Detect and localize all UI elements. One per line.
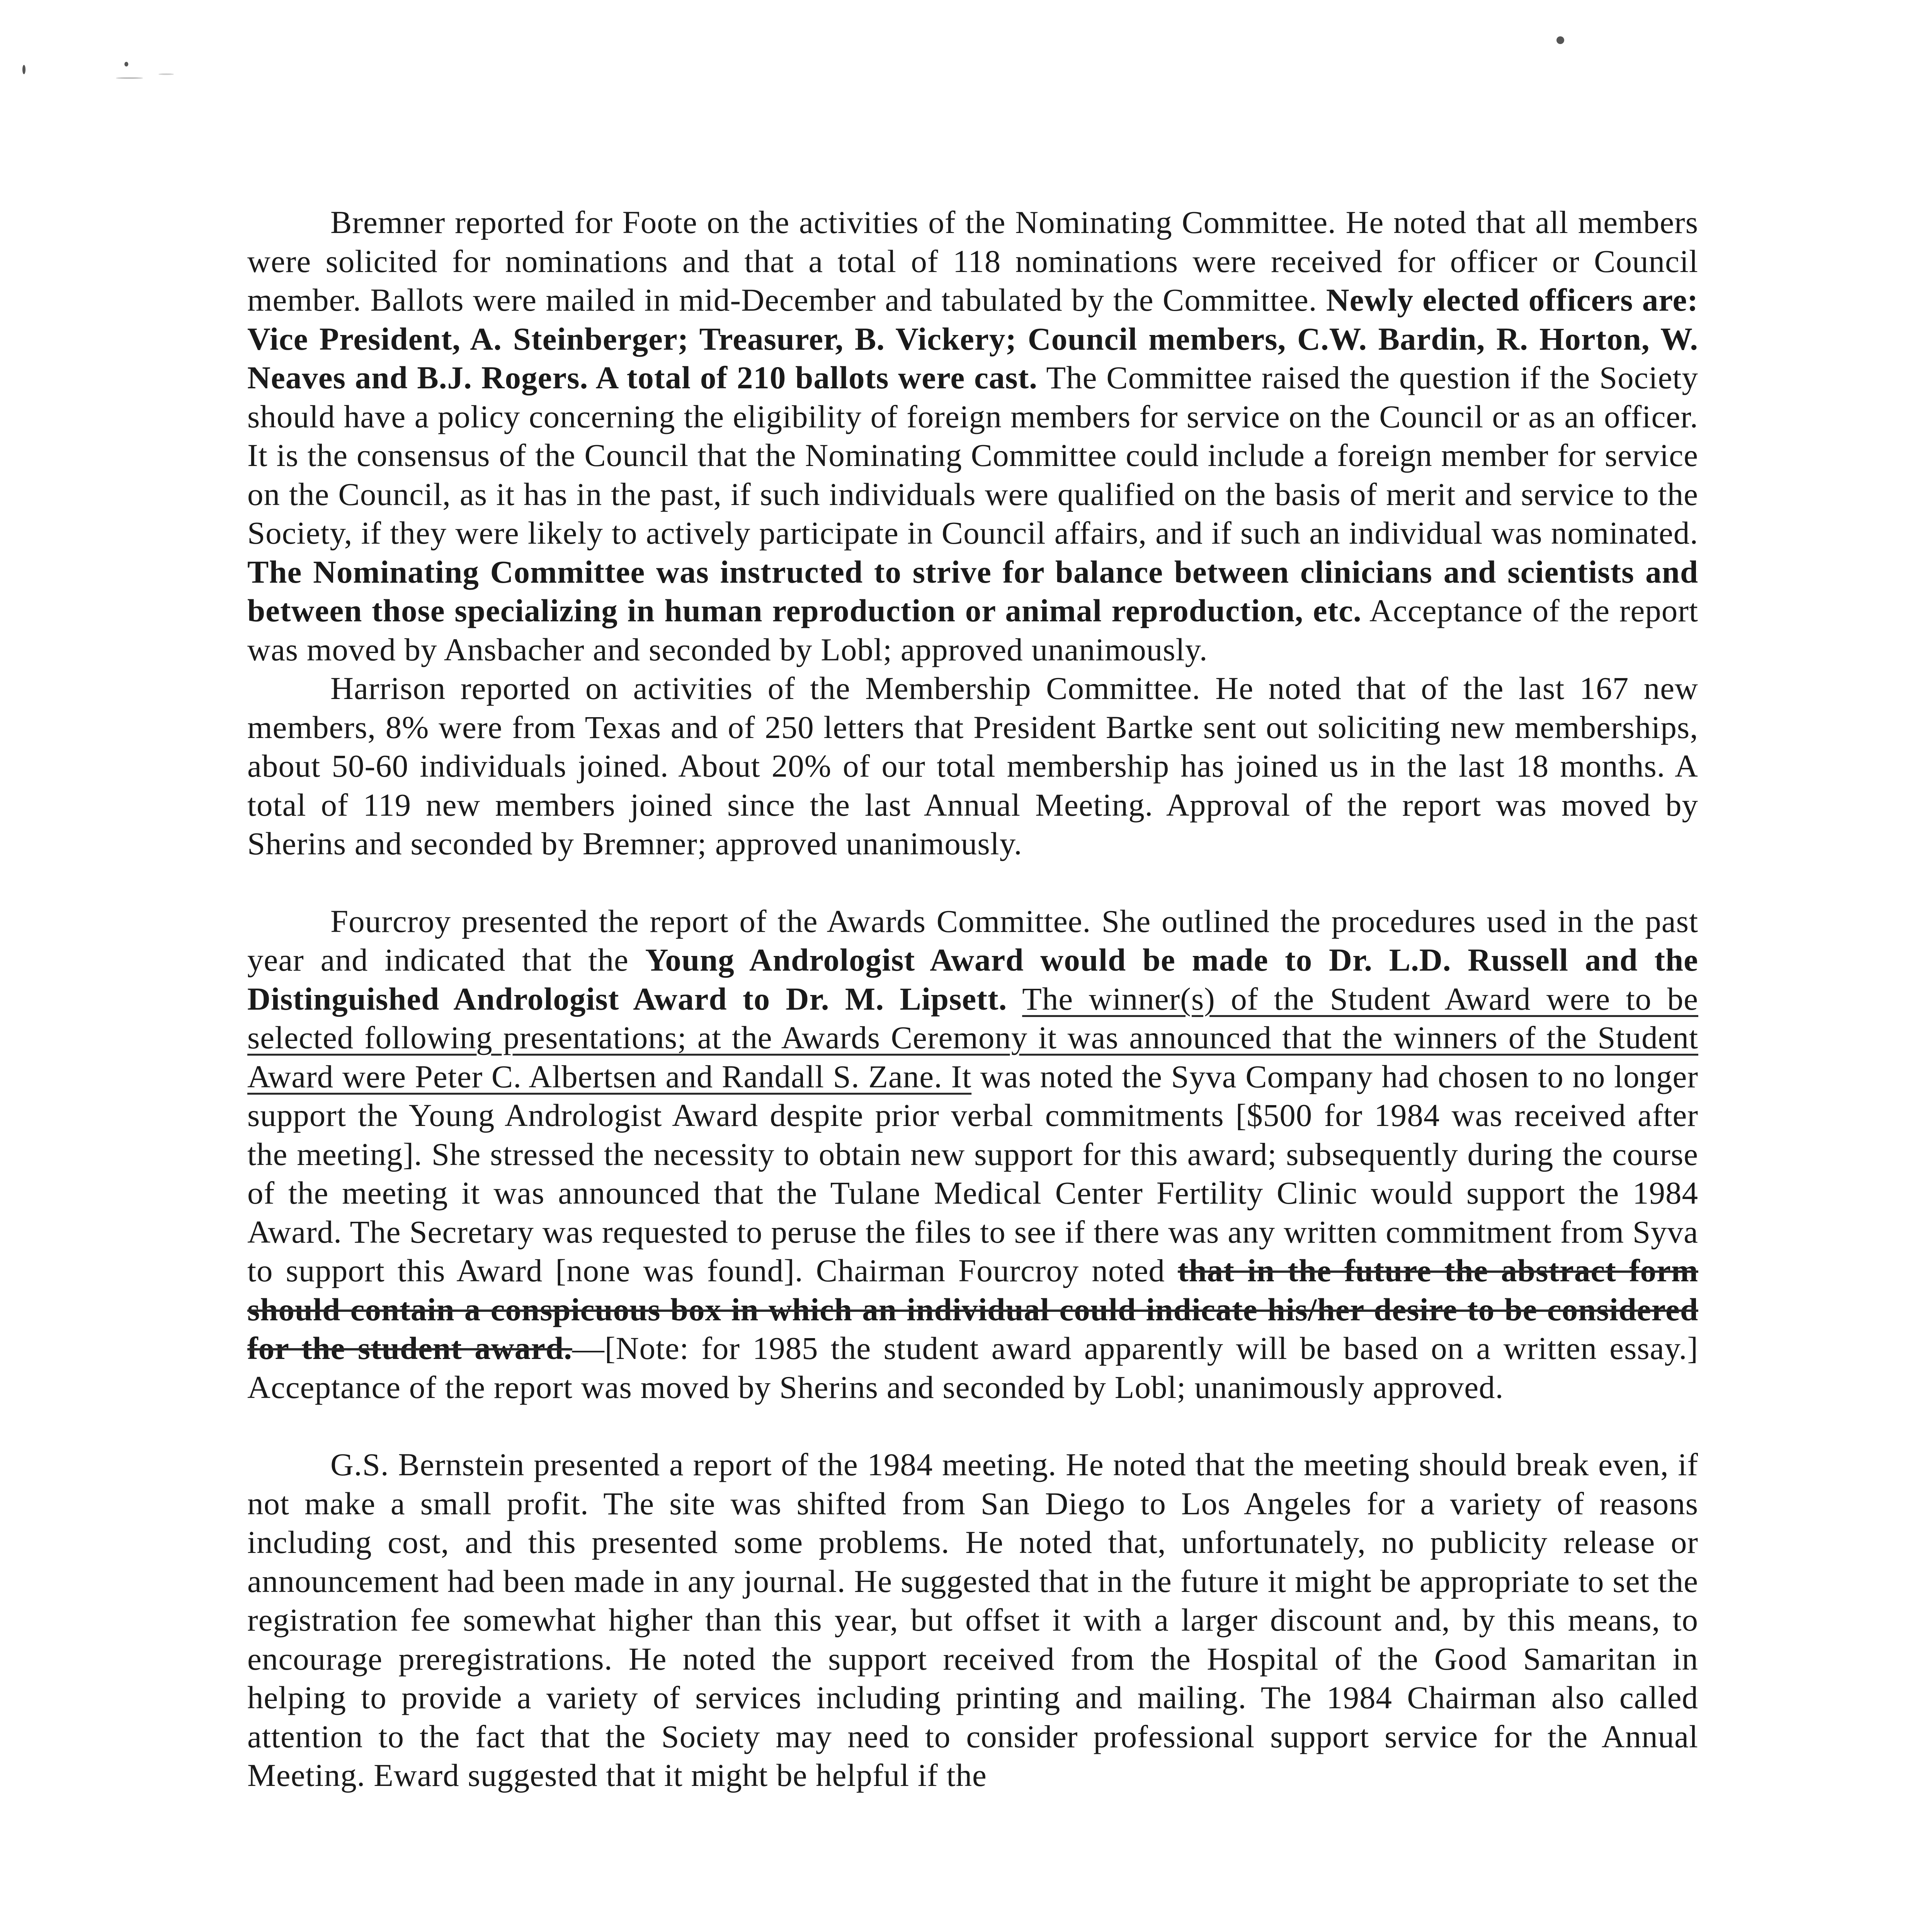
nominating-instruction: The Nominating Committee was instructed to strive for balance between clinicians and scientists and between those specializing in human reproduction or animal reproduction, etc. [247, 554, 1698, 628]
awards-student-winners: The winner(s) of the Student Award were to be selected following presentations; at the Awards Ceremony it was announced that the winners of the Student Award were Peter C. Albertsen and Randall S. Zane. It [247, 981, 1698, 1094]
awards-middle: was noted the Syva Company had chosen to no longer support the Young Andrologist Award despite prior verbal commitments [$500 for 1984 was received after the meeting]. She stressed the necessity to obtain new support for this award; subsequently during the course of the meeting it was announced that the Tulane Medical Center Fertility Clinic would support the 1984 Award. The Secretary was requested to peruse the files to see if there was any written commitment from Syva to support this Award [none was found]. Chairman Fourcroy noted [247, 1058, 1699, 1288]
scan-speck [22, 65, 26, 74]
awards-note: —[Note: for 1985 the student award apparently will be based on a written essay.] [572, 1330, 1698, 1366]
awards-intro: Fourcroy presented the report of the Awards Committee. She outlined the procedures used in the past year and indicated that the [247, 903, 1698, 978]
scan-speck [158, 73, 174, 75]
awards-struck-abstract-form: that in the future the abstract form should contain a conspicuous box in which an individual could indicate his/her desire to be considered for the student award. [247, 1253, 1698, 1366]
meeting-text: G.S. Bernstein presented a report of the 1984 meeting. He noted that the meeting should break even, if not make a small profit. The site was shifted from San Diego to Los Angeles for a variety of reasons including cost, and this presented some problems. He noted that, unfortunately, no publicity release or announcement had been made in any journal. He suggested that in the future it might be appropriate to set the registration fee somewhat higher than this year, but offset it with a larger discount and, by this means, to encourage preregistrations. He noted the support received from the Hospital of the Good Samaritan in helping to provide a variety of services including printing and mailing. The 1984 Chairman also called attention to the fact that the Society may need to consider professional support service for the Annual Meeting. Eward suggested that it might be helpful if the [247, 1447, 1698, 1793]
awards-closing: Acceptance of the report was moved by Sherins and seconded by Lobl; unanimously approved. [247, 1369, 1504, 1405]
nominating-intro: Bremner reported for Foote on the activities of the Nominating Committee. He noted that all members were solicited for nominations and that a total of 118 nominations were received for officer or Council member. Ballots were mailed in mid-December and tabulated by the Committee. [247, 204, 1698, 318]
awards-recipients: Young Andrologist Award would be made to Dr. L.D. Russell and the Distinguished Andrologist Award to Dr. M. Lipsett. [247, 942, 1699, 1017]
paragraph-membership-committee [247, 669, 1698, 863]
nominating-elected-officers: Newly elected officers are: Vice President, A. Steinberger; Treasurer, B. Vickery; Council members, C.W. Bardin, R. Horton, W. Neaves and B.J. Rogers. A total of 210 ballots were cast. [247, 282, 1699, 395]
document-body [247, 203, 1698, 1795]
scan-speck [124, 62, 128, 66]
paragraph-awards-committee [247, 902, 1698, 1407]
nominating-closing: Acceptance of the report was moved by Ansbacher and seconded by Lobl; approved unanimously. [247, 593, 1698, 667]
paragraph-1984-meeting [247, 1445, 1698, 1795]
scan-speck [116, 77, 143, 79]
scan-speck [1556, 36, 1564, 44]
paragraph-nominating-committee [247, 203, 1698, 669]
nominating-middle: The Committee raised the question if the Society should have a policy concerning the eligibility of foreign members for service on the Council or as an officer. It is the consensus of the Council that the Nominating Committee could include a foreign member for service on the Council, as it has in the past, if such individuals were qualified on the basis of merit and service to the Society, if they were likely to actively participate in Council affairs, and if such an individual was nominated. [247, 360, 1698, 551]
membership-text: Harrison reported on activities of the Membership Committee. He noted that of the last 167 new members, 8% were from Texas and of 250 letters that President Bartke sent out soliciting new memberships, about 50-60 individuals joined. About 20% of our total membership has joined us in the last 18 months. A total of 119 new members joined since the last Annual Meeting. Approval of the report was moved by Sherins and seconded by Bremner; approved unanimously. [247, 670, 1698, 861]
